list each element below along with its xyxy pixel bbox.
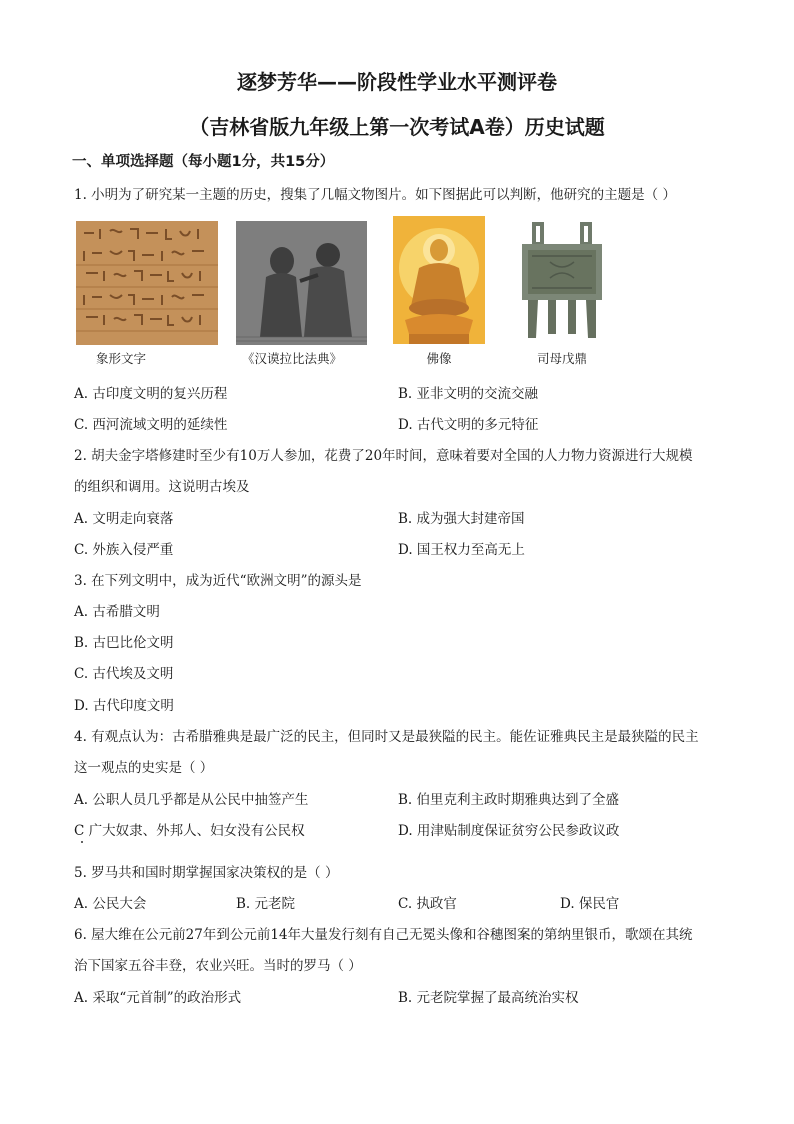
q4-option-b: B. 伯里克利主政时期雅典达到了全盛: [398, 792, 620, 808]
question-2-stem-line1: 2. 胡夫金字塔修建时至少有10万人参加，花费了20年时间，意味着要对全国的人力物力资源进行大规模: [74, 448, 693, 464]
q5-option-d: D. 保民官: [560, 896, 620, 912]
stray-dot: [81, 841, 83, 843]
caption-ding: 司母戊鼎: [536, 351, 587, 366]
paper-title: 逐梦芳华——阶段性学业水平测评卷: [237, 70, 557, 94]
q3-option-c: C. 古代埃及文明: [74, 666, 174, 682]
buddha-statue-image: [393, 216, 485, 344]
question-1-stem: 1. 小明为了研究某一主题的历史，搜集了几幅文物图片。如下图据此可以判断，他研究的主题是（ ）: [74, 187, 676, 203]
q2-option-c: C. 外族入侵严重: [74, 542, 174, 558]
q1-option-d: D. 古代文明的多元特征: [398, 417, 539, 433]
question-6-stem-line2: 治下国家五谷丰登，农业兴旺。当时的罗马（ ）: [74, 958, 362, 974]
q1-option-b: B. 亚非文明的交流交融: [398, 386, 539, 402]
q6-option-b: B. 元老院掌握了最高统治实权: [398, 990, 579, 1006]
q3-option-a: A. 古希腊文明: [74, 604, 160, 620]
caption-hammurabi: 《汉谟拉比法典》: [241, 351, 342, 366]
code-of-hammurabi-stele-image: [236, 221, 367, 345]
hieroglyph-tablet-image: [76, 221, 218, 345]
q1-option-c: C. 西河流域文明的延续性: [74, 417, 228, 433]
question-4-stem-line1: 4. 有观点认为：古希腊雅典是最广泛的民主，但同时又是最狭隘的民主。能佐证雅典民主是最狭隘的民主: [74, 729, 699, 745]
question-3-stem: 3. 在下列文明中，成为近代“欧洲文明”的源头是: [74, 573, 362, 589]
paper-subtitle: （吉林省版九年级上第一次考试A卷）历史试题: [189, 115, 605, 139]
q5-option-b: B. 元老院: [236, 896, 296, 912]
question-5-stem: 5. 罗马共和国时期掌握国家决策权的是（ ）: [74, 865, 339, 881]
question-6-stem-line1: 6. 屋大维在公元前27年到公元前14年大量发行刻有自己无冕头像和谷穗图案的第纳里银币，歌颂在其统: [74, 927, 693, 943]
q5-option-a: A. 公民大会: [74, 896, 147, 912]
question-4-stem-line2: 这一观点的史实是（ ）: [74, 760, 214, 776]
q4-option-d: D. 用津贴制度保证贫穷公民参政议政: [398, 823, 620, 839]
q4-option-c: C 广大奴隶、外邦人、妇女没有公民权: [74, 823, 305, 839]
q2-option-a: A. 文明走向衰落: [74, 511, 174, 527]
q2-option-d: D. 国王权力至高无上: [398, 542, 525, 558]
simuwu-ding-image: [510, 216, 614, 344]
q3-option-d: D. 古代印度文明: [74, 698, 174, 714]
q6-option-a: A. 采取“元首制”的政治形式: [74, 990, 242, 1006]
q5-option-c: C. 执政官: [398, 896, 457, 912]
q3-option-b: B. 古巴比伦文明: [74, 635, 174, 651]
caption-hieroglyphs: 象形文字: [95, 351, 146, 366]
q2-option-b: B. 成为强大封建帝国: [398, 511, 525, 527]
question-2-stem-line2: 的组织和调用。这说明古埃及: [74, 479, 250, 495]
q1-option-a: A. 古印度文明的复兴历程: [74, 386, 228, 402]
section-heading: 一、单项选择题（每小题1分，共15分）: [72, 154, 335, 170]
caption-buddha: 佛像: [426, 351, 452, 366]
q4-option-a: A. 公职人员几乎都是从公民中抽签产生: [74, 792, 309, 808]
